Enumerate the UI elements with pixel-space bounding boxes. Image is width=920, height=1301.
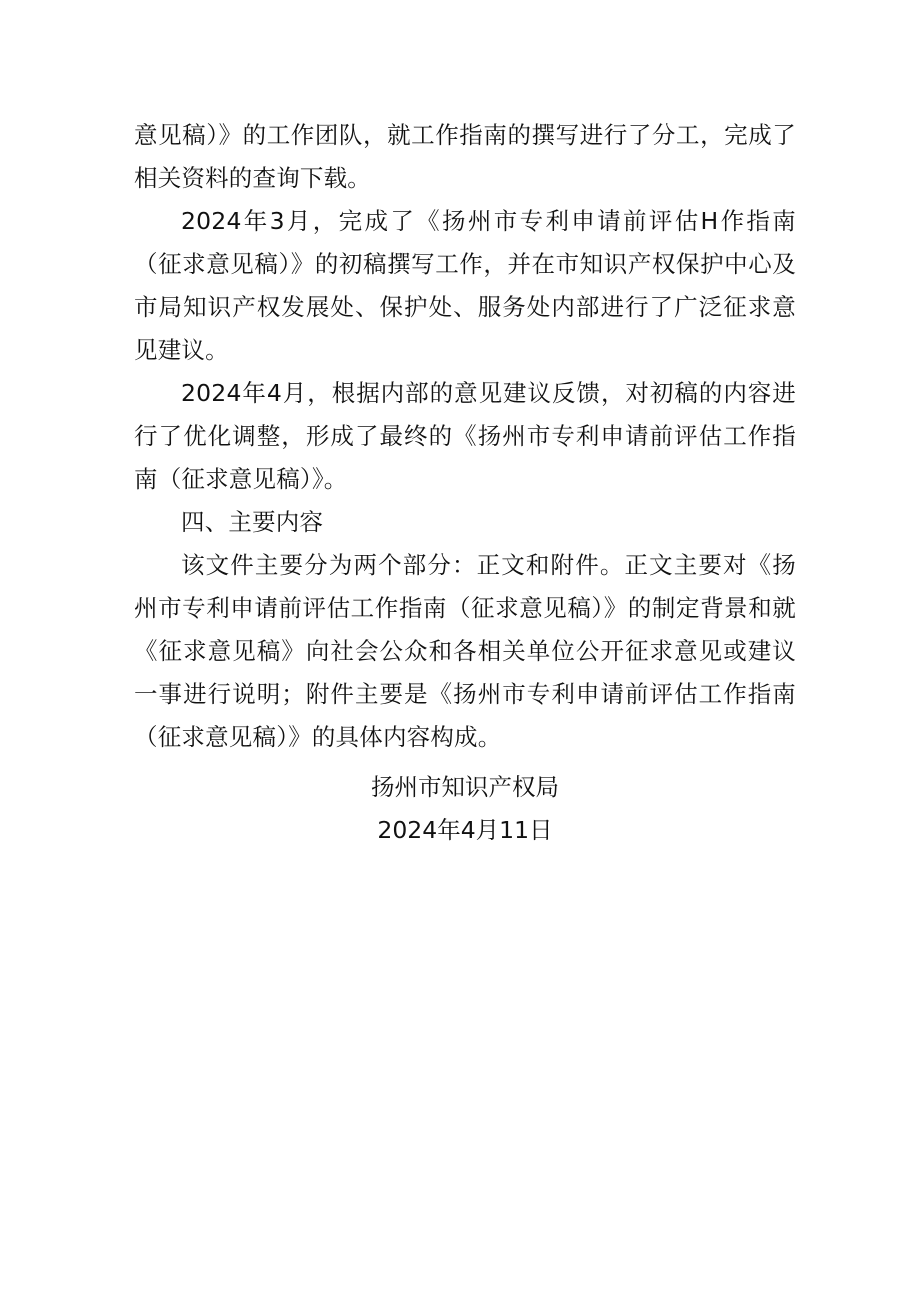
- paragraph-april-2024: 2024年4月，根据内部的意见建议反馈，对初稿的内容进行了优化调整，形成了最终的《扬州市专利申请前评估工作指南（征求意见稿）》。: [134, 379, 796, 493]
- section-heading-main-content: 四、主要内容: [181, 508, 324, 536]
- document-body: [134, 114, 796, 759]
- signature-block: [134, 766, 796, 852]
- paragraph-main-content: 该文件主要分为两个部分：正文和附件。正文主要对《扬州市专利申请前评估工作指南（征求意见稿）》的制定背景和就《征求意见稿》向社会公众和各相关单位公开征求意见或建议一事进行说明；附件主要是《扬州市专利申请前评估工作指南（征求意见稿）》的具体内容构成。: [134, 551, 796, 751]
- signature-date: 2024年4月11日: [377, 816, 553, 844]
- signature-organization: 扬州市知识产权局: [371, 773, 559, 801]
- paragraph-continuation: 意见稿）》的工作团队，就工作指南的撰写进行了分工，完成了相关资料的查询下载。: [134, 121, 796, 192]
- paragraph-march-2024: 2024年3月，完成了《扬州市专利申请前评估H作指南（征求意见稿）》的初稿撰写工作，并在市知识产权保护中心及市局知识产权发展处、保护处、服务处内部进行了广泛征求意见建议。: [134, 207, 796, 364]
